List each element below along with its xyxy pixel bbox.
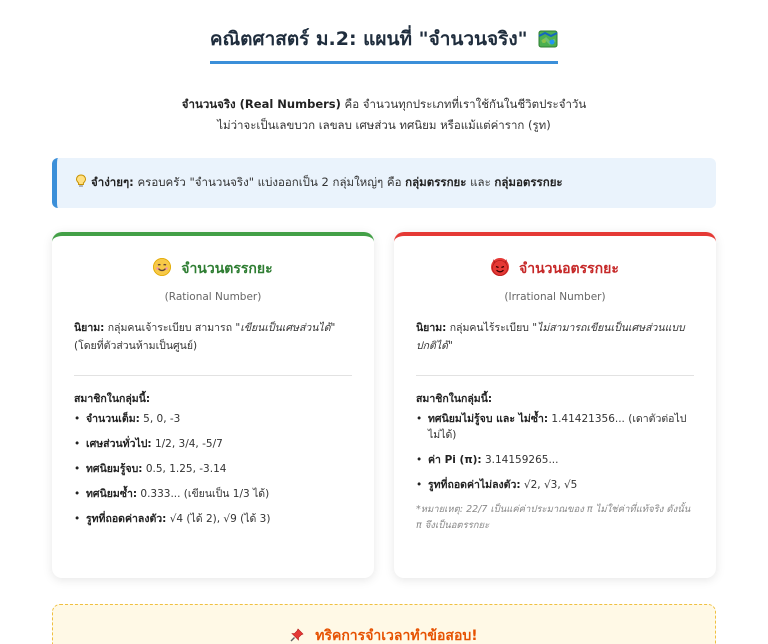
pushpin-icon: [290, 628, 309, 644]
intro-line-1: [52, 94, 716, 115]
member-text: √4 (ได้ 2), √9 (ได้ 3): [166, 513, 271, 525]
member-label: จำนวนเต็ม:: [86, 413, 140, 425]
page-title: [210, 26, 558, 64]
member-text: √2, √3, √5: [520, 479, 578, 491]
irrational-def-italic: "ไม่สามารถเขียนเป็นเศษส่วนแบบปกติได้": [416, 322, 685, 352]
member-label: ค่า Pi (π):: [428, 454, 482, 466]
rational-card: [52, 232, 374, 578]
cards-row: [52, 232, 716, 578]
rational-card-header: [74, 236, 352, 303]
irrational-subtitle: (Irrational Number): [504, 291, 606, 303]
member-text: 5, 0, -3: [139, 413, 181, 425]
member-text: 3.14159265...: [481, 454, 559, 466]
member-label: ทศนิยมซ้ำ:: [86, 488, 138, 500]
irrational-note: *หมายเหตุ: 22/7 เป็นแค่ค่าประมาณของ π ไม่ใช่ค่าที่แท้จริง ดังนั้น π จึงเป็นอตรรกยะ: [416, 504, 691, 531]
tip-group-rational: กลุ่มตรรกยะ: [405, 175, 467, 189]
irrational-divider: [416, 375, 694, 376]
irrational-card-header: [416, 236, 694, 303]
irrational-def-text: กลุ่มคนไร้ระเบียบ: [446, 322, 533, 334]
member-text: 1.41421356... (เดาตัวต่อไปไม่ได้): [428, 413, 687, 441]
smiling-face-icon: [153, 258, 171, 276]
intro-line-2: ไม่ว่าจะเป็นเลขบวก เลขลบ เศษส่วน ทศนิยม หรือแม้แต่ค่าราก (รูท): [217, 118, 551, 132]
irrational-members-title: สมาชิกในกลุ่มนี้:: [416, 393, 493, 405]
member-label: รูทที่ถอดค่าลงตัว:: [86, 513, 167, 525]
tip-label: จำง่ายๆ:: [91, 175, 134, 189]
list-item: [416, 411, 694, 443]
irrational-members-list: [416, 411, 694, 493]
irrational-card-title: [416, 258, 694, 279]
intro-term: จำนวนจริง (Real Numbers): [181, 97, 341, 111]
rational-card-title: [74, 258, 352, 279]
intro-line-1-rest: คือ จำนวนทุกประเภทที่เราใช้กันในชีวิตประจำวัน: [340, 97, 587, 111]
member-label: รูทที่ถอดค่าไม่ลงตัว:: [428, 479, 521, 491]
rational-def-label: นิยาม:: [74, 322, 105, 334]
rational-divider: [74, 375, 352, 376]
member-text: 1/2, 3/4, -5/7: [151, 438, 223, 450]
rational-title-text: จำนวนตรรกยะ: [181, 261, 273, 277]
page: [52, 0, 716, 644]
rational-def-italic: "เขียนเป็นเศษส่วนได้": [235, 322, 336, 334]
rational-def-tail: (โดยที่ตัวส่วนห้ามเป็นศูนย์): [74, 340, 198, 352]
list-item: [74, 436, 352, 452]
rational-members-title: สมาชิกในกลุ่มนี้:: [74, 393, 151, 405]
devil-face-icon: [491, 258, 509, 276]
intro: [52, 94, 716, 136]
irrational-title-text: จำนวนอตรรกยะ: [519, 261, 619, 277]
irrational-card: [394, 232, 716, 578]
tip-and: และ: [466, 175, 495, 189]
rational-members-list: [74, 411, 352, 527]
list-item: [416, 452, 694, 468]
member-text: 0.5, 1.25, -3.14: [142, 463, 227, 475]
lightbulb-icon: [75, 174, 87, 192]
irrational-def-label: นิยาม:: [416, 322, 447, 334]
tip-text: ครอบครัว "จำนวนจริง" แบ่งออกเป็น 2 กลุ่มใหญ่ๆ คือ: [133, 175, 406, 189]
tip-box: [52, 158, 716, 208]
title-block: [52, 0, 716, 64]
tip-group-irrational: กลุ่มอตรรกยะ: [494, 175, 563, 189]
list-item: [74, 461, 352, 477]
list-item: [74, 411, 352, 427]
trick-box: [52, 604, 716, 644]
list-item: [74, 486, 352, 502]
member-label: เศษส่วนทั่วไป:: [86, 438, 152, 450]
list-item: [416, 477, 694, 493]
member-label: ทศนิยมไม่รู้จบ และ ไม่ซ้ำ:: [428, 413, 549, 425]
page-title-text: คณิตศาสตร์ ม.2: แผนที่ "จำนวนจริง": [209, 28, 528, 50]
rational-subtitle: (Rational Number): [164, 291, 262, 303]
rational-def-text: กลุ่มคนเจ้าระเบียบ สามารถ: [104, 322, 236, 334]
trick-title: ทริคการจำเวลาทำข้อสอบ!: [315, 628, 478, 644]
irrational-definition: [416, 319, 694, 355]
member-text: 0.333... (เขียนเป็น 1/3 ได้): [137, 488, 270, 500]
member-label: ทศนิยมรู้จบ:: [86, 463, 143, 475]
rational-definition: [74, 319, 352, 355]
map-icon: [538, 29, 558, 55]
list-item: [74, 511, 352, 527]
